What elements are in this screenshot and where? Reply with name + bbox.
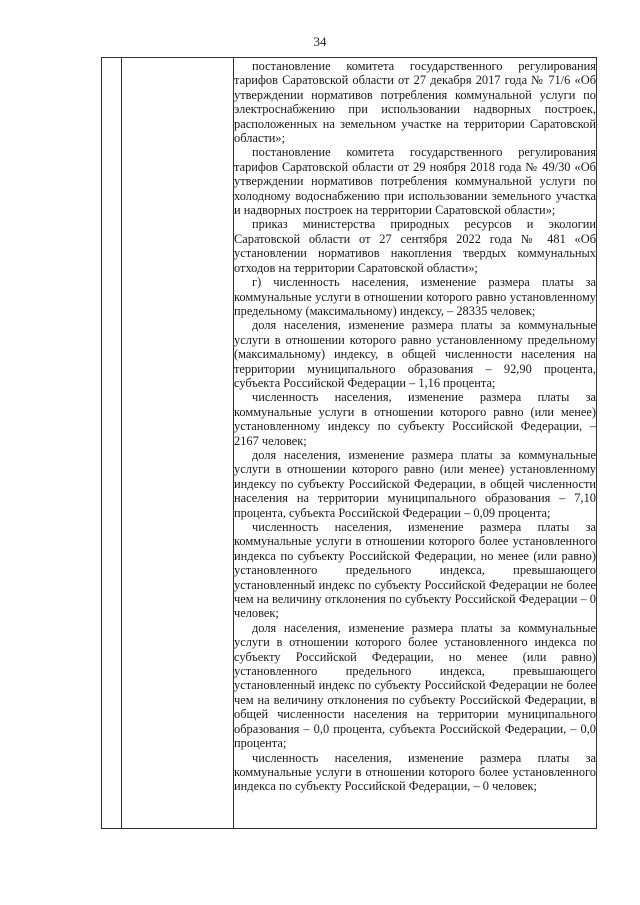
paragraph: доля населения, изменение размера платы за коммунальные услуги в отношении которого равно установленному предельному (максимальному) индексу, в общей численности населения на территории муниципального образования – 92,90 процента, субъекта Российской Федерации – 1,16 процента; [234, 318, 596, 390]
table-text-cell [234, 59, 596, 794]
paragraph: численность населения, изменение размера платы за коммунальные услуги в отношении которого более установленного индекса по субъекту Российской Федерации, – 0 человек; [234, 750, 596, 794]
paragraph: постановление комитета государственного регулирования тарифов Саратовской области от 27 декабря 2017 года № 71/6 «Об утверждении нормативов потребления коммунальной услуги по электроснабжению при использовании надворных построек, расположенных на земельном участке на территории Саратовской области»; [234, 59, 596, 146]
paragraph: численность населения, изменение размера платы за коммунальные услуги в отношении которого более установленного индекса по субъекту Российской Федерации, но менее (или равно) установленного предельного индекса, превышающего установленный индекс по субъекту Российской Федерации не более чем на величину отклонения по субъекту Российской Федерации – 0 человек; [234, 520, 596, 621]
paragraph: численность населения, изменение размера платы за коммунальные услуги в отношении которого равно (или менее) установленному индексу по субъекту Российской Федерации, – 2167 человек; [234, 390, 596, 448]
paragraph: приказ министерства природных ресурсов и экологии Саратовской области от 27 сентября 2022 года № 481 «Об установлении нормативов накопления твердых коммунальных отходов на территории Саратовской области»; [234, 217, 596, 275]
paragraph: доля населения, изменение размера платы за коммунальные услуги в отношении которого равно (или менее) установленному индексу по субъекту Российской Федерации, в общей численности населения на территории муниципального образования – 7,10 процента, субъекта Российской Федерации – 0,09 процента; [234, 447, 596, 520]
page-number: 34 [313, 34, 327, 49]
table-column-divider [121, 58, 122, 828]
paragraph: доля населения, изменение размера платы за коммунальные услуги в отношении которого более установленного индекса по субъекту Российской Федерации, но менее (или равно) установленного предельного индекса, превышающего установленный индекс по субъекту Российской Федерации не более чем на величину отклонения по субъекту Российской Федерации, в общей численности населения на территории муниципального образования – 0,0 процента, субъекта Российской Федерации, – 0,0 процента; [234, 620, 596, 751]
paragraph: постановление комитета государственного регулирования тарифов Саратовской области от 29 ноября 2018 года № 49/30 «Об утверждении нормативов потребления коммунальной услуги по холодному водоснабжению при использовании земельного участка и надворных построек на территории Саратовской области»; [234, 145, 596, 218]
paragraph: г) численность населения, изменение размера платы за коммунальные услуги в отношении которого равно установленному предельному (максимальному) индексу, – 28335 человек; [234, 275, 596, 318]
